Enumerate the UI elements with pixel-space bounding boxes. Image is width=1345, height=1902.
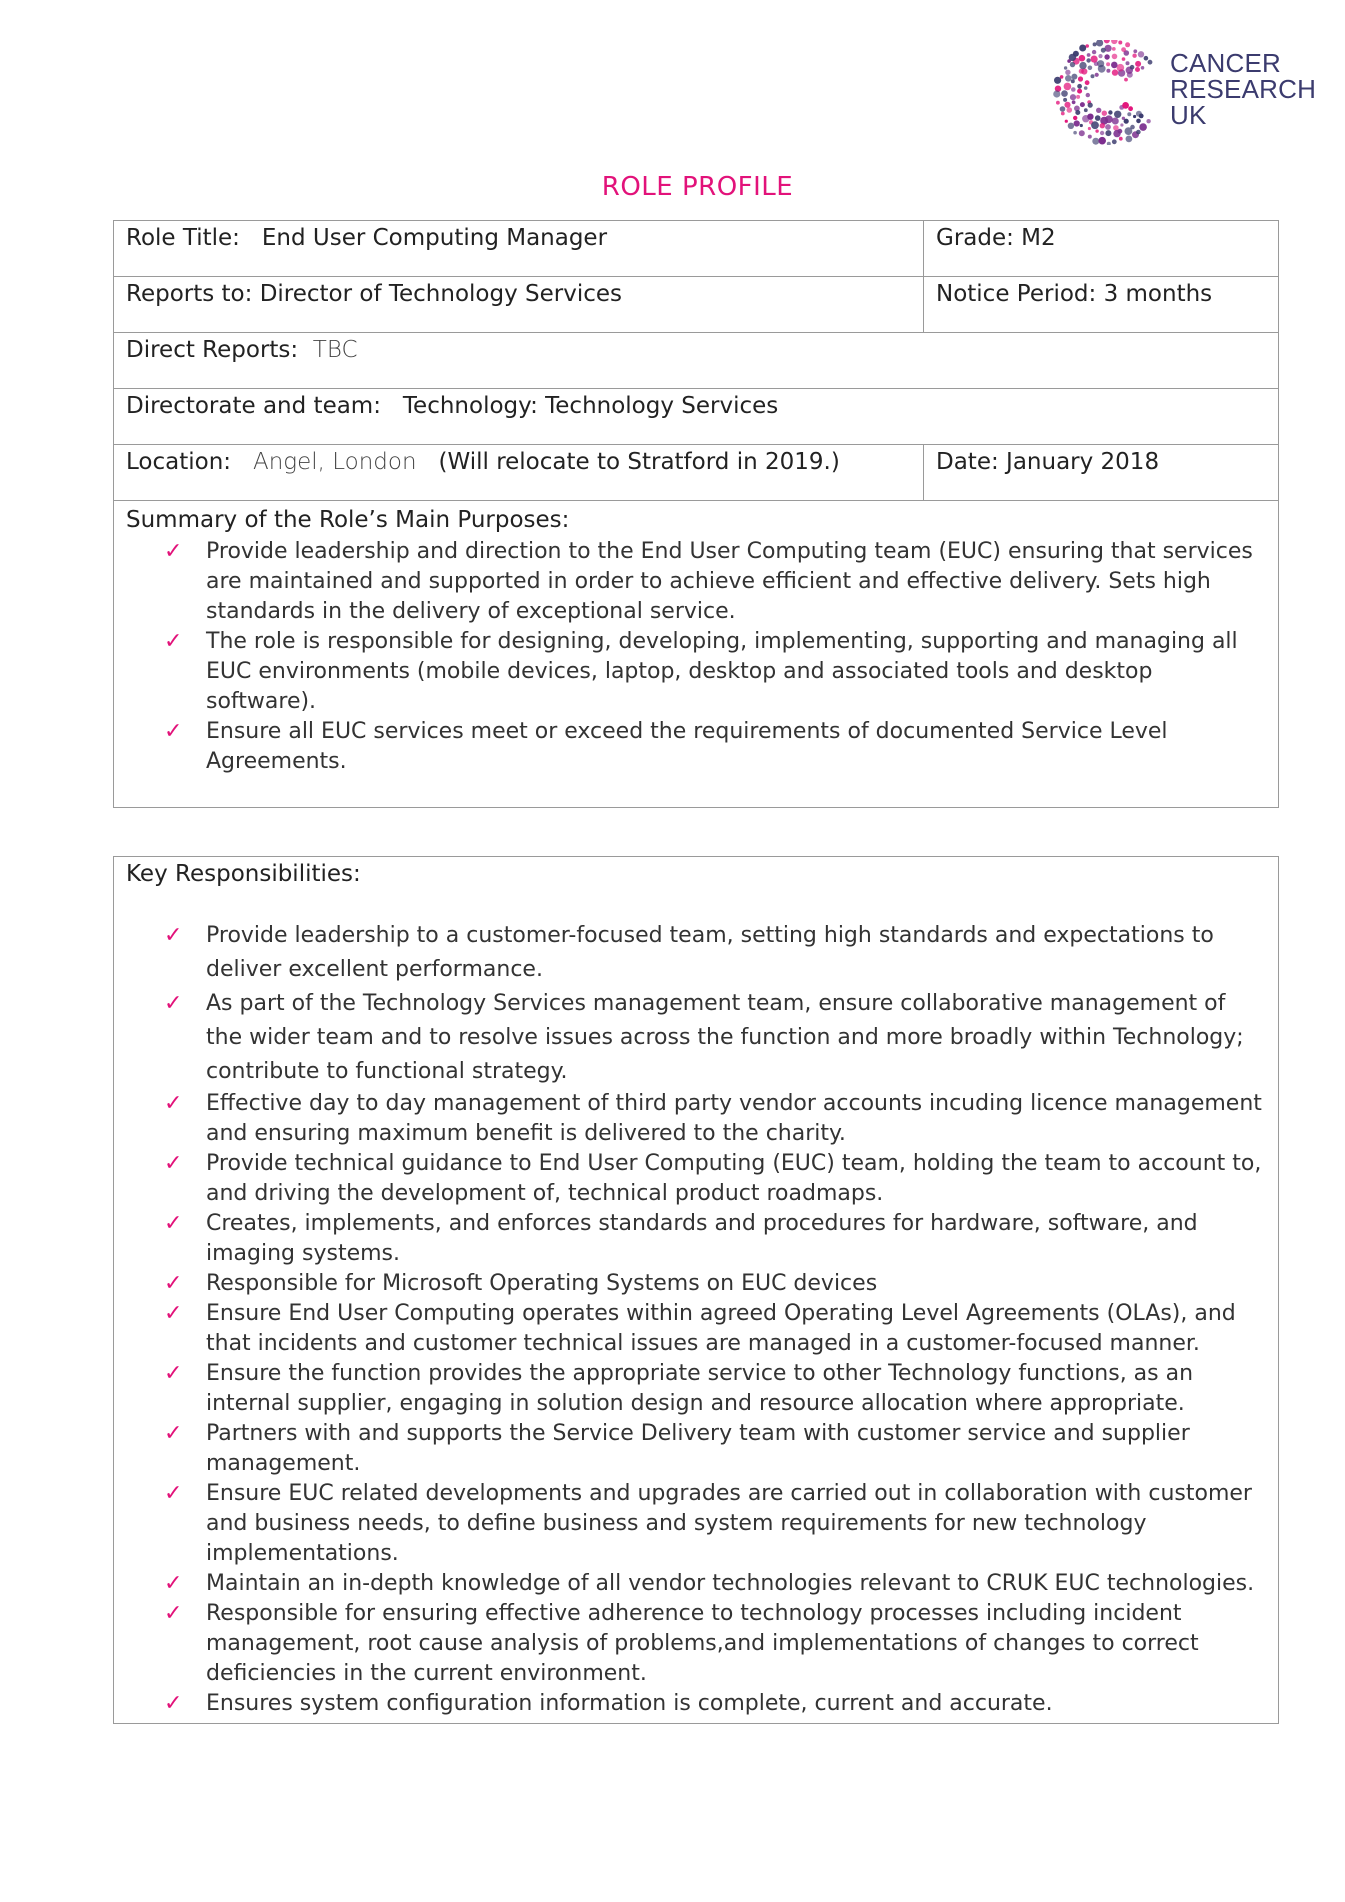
logo-dot [1070,62,1075,67]
logo-dot [1079,55,1086,62]
logo-dot [1106,62,1110,66]
logo-dot [1077,84,1082,89]
logo-dot [1100,123,1105,128]
list-item-text: Ensures system configuration information is complete, current and accurate. [206,1691,1053,1716]
logo-dot [1056,101,1060,105]
location-note: (Will relocate to Stratford in 2019.) [438,449,840,475]
list-item [164,1359,1266,1419]
list-item-text: Ensure End User Computing operates within agreed Operating Level Agreements (OLAs), and that incidents and customer technical issues are managed in a customer-focused manner. [206,1301,1236,1356]
list-item [164,1479,1266,1569]
logo-dot [1126,136,1133,143]
logo-dot [1117,64,1125,72]
list-item-text: Effective day to day management of third party vendor accounts incuding licence management and ensuring maximum benefit is delivered to the charity. [206,1091,1262,1146]
role-title-label: Role Title: [126,225,240,251]
logo-dot [1132,54,1136,58]
grade-cell: Grade: M2 [936,225,1056,251]
logo-dot [1104,54,1109,59]
summary-heading: Summary of the Role’s Main Purposes: [126,507,570,533]
logo-dot [1080,102,1085,107]
direct-reports-value: TBC [312,337,358,363]
logo-dot [1124,78,1128,82]
logo-dot [1105,130,1111,136]
list-item [164,717,1266,777]
logo-dot [1125,42,1130,47]
logo-dot [1105,115,1113,123]
logo-dot [1091,56,1098,63]
date-cell: Date: January 2018 [936,449,1160,475]
check-icon: ✓ [164,1571,183,1596]
list-item [164,1419,1266,1479]
logo-dot [1065,75,1072,82]
logo-dot [1067,59,1071,63]
role-title-cell [114,221,924,276]
logo-dot [1080,124,1083,127]
logo-dot [1060,106,1066,112]
logo-dot [1112,118,1119,125]
logo-dot [1072,100,1076,104]
logo-dot [1135,61,1141,67]
row-reports-to [114,276,1278,332]
logo-dot [1119,137,1123,141]
logo-dot [1139,114,1144,119]
logo-c-dots-icon [1050,40,1170,145]
logo-dot [1065,120,1068,123]
logo-dot [1130,65,1135,70]
list-item-text: Partners with and supports the Service Delivery team with customer service and supplier management. [206,1421,1190,1476]
check-icon: ✓ [164,1361,183,1386]
direct-reports-cell [114,333,1278,388]
check-icon: ✓ [164,1301,183,1326]
list-item [164,1089,1266,1149]
check-icon: ✓ [164,629,183,654]
check-icon: ✓ [164,923,183,948]
logo-dot [1084,86,1088,90]
logo-dot [1071,74,1077,80]
logo-dot [1130,125,1135,130]
logo-dot [1136,119,1141,124]
responsibilities-list [126,919,1266,1719]
logo-dot [1105,124,1111,130]
logo-dot [1148,60,1153,65]
logo-dot [1071,87,1076,92]
directorate-value: Technology: Technology Services [402,393,779,419]
logo-dot [1136,130,1141,135]
list-item-text: Creates, implements, and enforces standards and procedures for hardware, software, and imaging systems. [206,1211,1198,1266]
logo-dot [1082,115,1089,122]
logo-dot [1063,98,1067,102]
logo-dot [1078,76,1083,81]
logo-dot [1079,45,1086,52]
logo-dot [1107,142,1111,145]
logo-dot [1077,89,1082,94]
logo-dot [1068,123,1074,129]
logo-dot [1127,112,1131,116]
logo-dot [1111,40,1117,44]
logo-dot [1112,47,1116,51]
list-item [164,1689,1266,1719]
logo-dot [1075,110,1080,115]
logo-dot [1133,115,1136,118]
logo-dot [1061,112,1065,116]
logo-dot [1092,138,1099,145]
logo-dot [1085,80,1090,85]
logo-dot [1144,56,1149,61]
logo-dot [1118,129,1123,134]
logo-dot [1064,83,1072,91]
key-responsibilities-box [113,856,1279,1724]
list-item-text: Provide leadership and direction to the End User Computing team (EUC) ensuring that services are maintained and supported in order to achieve efficient and effective delivery. Sets high standards in the delivery of exceptional service. [206,539,1253,624]
logo-dot [1088,127,1091,130]
page-title: ROLE PROFILE [601,172,794,202]
logo-dot [1088,135,1092,139]
logo-dot [1079,62,1086,69]
logo-dot [1102,111,1107,116]
logo-dot [1096,108,1101,113]
logo-dot [1065,70,1070,75]
logo-dot [1106,69,1110,73]
list-item-text: Responsible for Microsoft Operating Systems on EUC devices [206,1271,878,1296]
logo-line-research: RESEARCH [1170,74,1317,104]
direct-reports-label: Direct Reports: [126,337,299,363]
logo-dot [1126,61,1130,65]
role-title-value: End User Computing Manager [261,225,608,251]
list-item-text: Maintain an in-depth knowledge of all vendor technologies relevant to CRUK EUC technologies. [206,1571,1255,1596]
logo-dot [1088,66,1093,71]
logo-dot [1111,62,1118,69]
list-item-text: As part of the Technology Services management team, ensure collaborative management of the wider team and to resolve issues across the function and more broadly within Technology; contribute to functional strategy. [206,991,1244,1084]
logo-dot [1112,69,1118,75]
list-item [164,987,1266,1089]
logo-dot [1092,50,1096,54]
logo-dot [1064,102,1070,108]
logo-dot [1073,131,1077,135]
cancer-research-uk-logo [1050,40,1320,145]
logo-wordmark [1170,50,1316,128]
check-icon: ✓ [164,1271,183,1296]
logo-dot [1133,49,1137,53]
logo-dot [1088,103,1093,108]
directorate-cell [114,389,1278,444]
logo-dot [1067,107,1073,113]
list-item-text: The role is responsible for designing, developing, implementing, supporting and managing all EUC environments (mobile devices, laptop, desktop and associated tools and desktop software). [206,629,1238,714]
logo-dot [1095,129,1098,132]
list-item-text: Responsible for ensuring effective adherence to technology processes including incident management, root cause analysis of problems,and implementations of changes to correct deficiencies in the current environment. [206,1601,1199,1686]
check-icon: ✓ [164,1151,183,1176]
logo-dot [1074,120,1080,126]
check-icon: ✓ [164,1091,183,1116]
notice-period-cell: Notice Period: 3 months [936,281,1213,307]
list-item [164,1209,1266,1269]
responsibilities-heading: Key Responsibilities: [126,861,361,887]
logo-dot [1064,66,1067,69]
logo-dot [1098,54,1102,58]
logo-dot [1124,119,1129,124]
check-icon: ✓ [164,1691,183,1716]
logo-dot [1070,94,1076,100]
check-icon: ✓ [164,719,183,744]
logo-dot [1073,116,1077,120]
logo-dot [1096,40,1103,47]
row-direct-reports [114,332,1278,388]
logo-dot [1113,125,1119,131]
logo-dot [1086,93,1090,97]
logo-dot [1093,42,1097,46]
row-directorate [114,388,1278,444]
check-icon: ✓ [164,1481,183,1506]
list-item [164,537,1266,627]
logo-dot [1100,131,1104,135]
summary-section [114,500,1278,807]
logo-dot [1121,47,1126,52]
logo-dot [1112,54,1118,60]
list-item-text: Ensure all EUC services meet or exceed the requirements of documented Service Level Agreements. [206,719,1168,774]
logo-dot [1095,73,1099,77]
list-item [164,1599,1266,1689]
logo-dot [1086,58,1090,62]
logo-dot [1054,77,1061,84]
list-item-text: Ensure the function provides the appropriate service to other Technology functions, as an internal supplier, engaging in solution design and resource allocation where appropriate. [206,1361,1194,1416]
logo-dot [1076,95,1080,99]
logo-dot [1138,51,1144,57]
logo-dot [1053,90,1060,97]
logo-dot [1139,123,1147,131]
logo-dot [1095,115,1101,121]
logo-line-cancer: CANCER [1170,48,1281,78]
logo-dot [1135,67,1140,72]
row-role-title [114,221,1278,276]
list-item-text: Ensure EUC related developments and upgrades are carried out in collaboration with customer and business needs, to define business and system requirements for new technology implementations. [206,1481,1252,1566]
logo-dot [1146,119,1150,123]
logo-dot [1122,102,1129,109]
logo-dot [1108,110,1112,114]
logo-dot [1101,48,1106,53]
logo-dot [1122,57,1126,61]
check-icon: ✓ [164,991,183,1016]
logo-dot [1061,90,1068,97]
list-item [164,1569,1266,1599]
logo-dot [1114,111,1121,118]
logo-dot [1091,121,1099,129]
list-item [164,1269,1266,1299]
role-info-table [113,220,1279,808]
logo-dot [1120,123,1123,126]
logo-dot [1084,108,1088,112]
logo-dot [1112,139,1117,144]
check-icon: ✓ [164,1211,183,1236]
check-icon: ✓ [164,1601,183,1626]
list-item-text: Provide technical guidance to End User Computing (EUC) team, holding the team to account to, and driving the development of, technical product roadmaps. [206,1151,1262,1206]
check-icon: ✓ [164,1421,183,1446]
logo-dot [1079,69,1084,74]
row-location [114,444,1278,500]
location-label: Location: [126,449,232,475]
list-item [164,627,1266,717]
reports-to-cell: Reports to: Director of Technology Services [114,277,924,332]
logo-dot [1091,74,1095,78]
logo-line-uk: UK [1170,100,1207,130]
check-icon: ✓ [164,539,183,564]
logo-dot [1128,106,1133,111]
location-cell [114,445,924,500]
summary-list [126,537,1266,777]
location-value: Angel, London [252,449,417,475]
list-item [164,1149,1266,1209]
list-item [164,1299,1266,1359]
directorate-label: Directorate and team: [126,393,381,419]
logo-dot [1141,66,1145,70]
list-item-text: Provide leadership to a customer-focused team, setting high standards and expectations to deliver excellent performance. [206,923,1214,982]
logo-dot [1118,41,1122,45]
logo-dot [1079,130,1085,136]
logo-dot [1098,137,1106,145]
list-item [164,919,1266,987]
logo-dot [1104,40,1110,43]
logo-dot [1071,79,1075,83]
logo-dot [1087,53,1091,57]
